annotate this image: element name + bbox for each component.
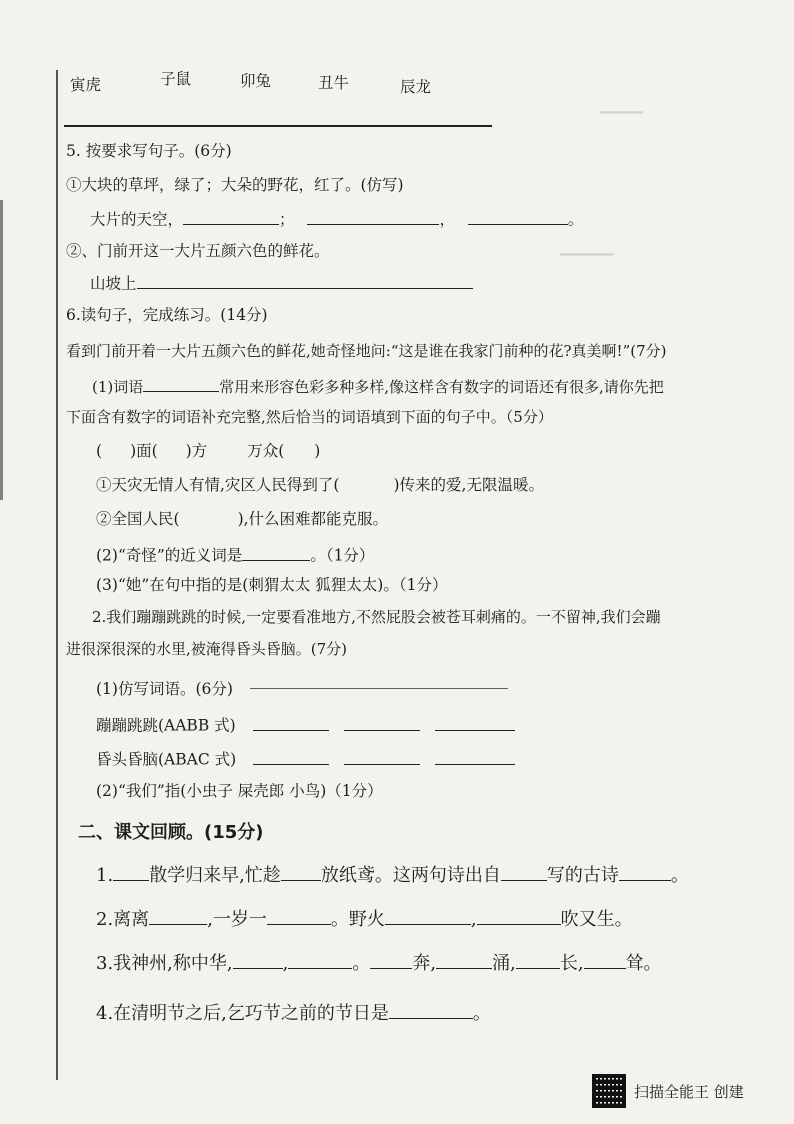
answer-line	[64, 125, 492, 127]
q6-p2-q1: (1)仿写词语。(6分)	[96, 680, 233, 698]
page-binding-edge	[56, 70, 58, 1080]
review-line-2: 2.离离 ,一岁一 。野火 , 吹又生。	[96, 906, 633, 931]
q6-passage-2-cont: 进很深很深的水里,被淹得昏头昏脑。(7分)	[66, 640, 348, 658]
blank[interactable]	[267, 906, 331, 925]
q6-p2-q2: (2)“我们”指(小虫子 屎壳郎 小鸟)（1分）	[96, 782, 383, 800]
scan-shadow	[0, 200, 3, 500]
blank[interactable]	[501, 862, 547, 881]
q6-p1-q1: (1)词语 常用来形容色彩多种多样,像这样含有数字的词语还有很多,请你先把	[92, 378, 664, 396]
blank[interactable]	[183, 208, 279, 225]
q6-abac: 昏头昏脑(ABAC 式)	[96, 748, 515, 769]
blank[interactable]	[288, 950, 352, 969]
blank[interactable]	[253, 748, 329, 765]
q6-passage-1: 看到门前开着一大片五颜六色的鲜花,她奇怪地问:“这是谁在我家门前种的花?真美啊!”(7分)	[66, 342, 667, 360]
q6-sentence-2: ②全国人民( ),什么困难都能克服。	[96, 510, 389, 528]
review-line-3: 3.我神州,称中华, , 。 奔, 涌, 长, 耸。	[96, 950, 662, 975]
blank[interactable]	[584, 950, 626, 969]
q6-sentence-1: ①天灾无情人有情,灾区人民得到了( )传来的爱,无限温暖。	[96, 476, 544, 494]
zodiac-1: 寅虎	[70, 76, 102, 94]
blank[interactable]	[253, 714, 329, 731]
q6-passage-2: 2.我们蹦蹦跳跳的时候,一定要看准地方,不然屁股会被苍耳刺痛的。一不留神,我们会蹦	[92, 608, 661, 626]
q5-lead: 大片的天空，	[90, 210, 184, 229]
blank[interactable]	[477, 906, 561, 925]
q6-title: 6.读句子，完成练习。(14分)	[66, 306, 268, 324]
blank[interactable]	[344, 714, 420, 731]
review-line-1: 1. 散学归来早,忙趁 放纸鸢。这两句诗出自 写的古诗 。	[96, 862, 689, 887]
blank[interactable]	[435, 748, 515, 765]
blank[interactable]	[468, 208, 568, 225]
blank[interactable]	[149, 906, 207, 925]
zodiac-5: 辰龙	[400, 78, 432, 96]
q5-title: 5. 按要求写句子。(6分)	[66, 142, 232, 160]
blank[interactable]	[143, 376, 219, 392]
watermark-text: 扫描全能王 创建	[634, 1082, 744, 1101]
qr-code-icon	[592, 1074, 626, 1108]
q6-word-fill: ( )面( )方 万众( )	[96, 442, 321, 460]
blank[interactable]	[242, 544, 310, 561]
q5-fill-line-2	[90, 272, 473, 293]
q5-sentence-2: ②、门前开这一大片五颜六色的鲜花。	[66, 242, 330, 260]
blank[interactable]	[385, 906, 471, 925]
blank[interactable]	[113, 862, 149, 881]
q5-sentence-1: ①大块的草坪，绿了；大朵的野花，红了。(仿写)	[66, 176, 404, 194]
blank[interactable]	[619, 862, 671, 881]
q6-p1-q2: (2)“奇怪”的近义词是 。（1分）	[96, 544, 374, 565]
blank[interactable]	[281, 862, 321, 881]
bleed-through: ▁▁▁▁▁	[560, 240, 614, 256]
blank[interactable]	[370, 950, 412, 969]
zodiac-4: 丑牛	[318, 74, 350, 92]
bleed-through: ▁▁▁▁	[600, 98, 644, 114]
review-line-4: 4.在清明节之后,乞巧节之前的节日是 。	[96, 1000, 491, 1025]
q6-p1-q3: (3)“她”在句中指的是(刺猬太太 狐狸太太)。（1分）	[96, 576, 448, 594]
section-2-title: 二、课文回顾。(15分)	[78, 822, 264, 843]
blank[interactable]	[435, 714, 515, 731]
q6-aabb: 蹦蹦跳跳(AABB 式)	[96, 714, 515, 735]
blank[interactable]	[436, 950, 492, 969]
scanner-watermark	[592, 1074, 744, 1108]
q6-p1-q1-cont: 下面含有数字的词语补充完整,然后恰当的词语填到下面的句子中。（5分）	[66, 408, 553, 426]
blank[interactable]	[233, 950, 283, 969]
blank[interactable]	[516, 950, 560, 969]
answer-line	[250, 688, 508, 689]
blank[interactable]	[344, 748, 420, 765]
blank[interactable]	[389, 1000, 473, 1019]
zodiac-3: 卯兔	[240, 72, 272, 90]
q5-lead: 山坡上	[90, 274, 137, 293]
q5-fill-line-1: 大片的天空， ； ， 。	[90, 208, 583, 229]
blank[interactable]	[137, 272, 473, 289]
blank[interactable]	[307, 208, 439, 225]
zodiac-2: 子鼠	[160, 70, 192, 88]
